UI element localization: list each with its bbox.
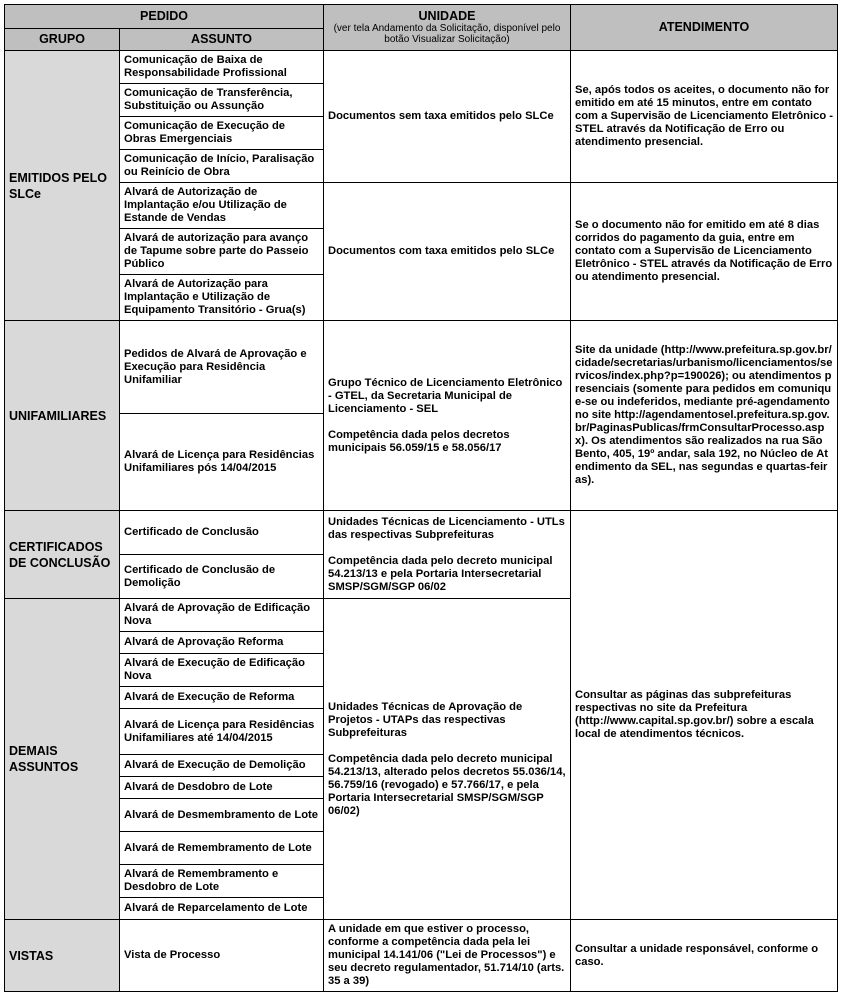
assunto-cell: Alvará de Execução de Edificação Nova [120, 654, 324, 687]
assunto-cell: Alvará de Aprovação de Edificação Nova [120, 599, 324, 632]
assunto-cell: Alvará de Desdobro de Lote [120, 777, 324, 799]
atendimento-cell: Site da unidade (http://www.prefeitura.sp.gov.br/cidade/secretarias/urbanismo/licenciamentos/servicos/index.php?p=190026); ou atendimentos presenciais (somente para pedidos em comunique-se ou indeferidos, mediante pré-agendamento no site http://agendamentosel.prefeitura.sp.gov.br/PaginasPublicas/frmConsultarProcesso.aspx). Os atendimentos são realizados na rua São Bento, 405, 19º andar, sala 192, no Núcleo de Atendimento da SEL, nas segundas e quartas-feiras). [571, 321, 838, 511]
assunto-cell: Alvará de Desmembramento de Lote [120, 799, 324, 832]
group-emitidos: EMITIDOS PELO SLCe [5, 51, 120, 321]
document [4, 4, 838, 992]
assunto-cell: Alvará de Licença para Residências Unifamiliares pós 14/04/2015 [120, 414, 324, 511]
header-atendimento: ATENDIMENTO [571, 5, 838, 51]
unidade-competencia: Competência dada pelo decreto municipal 54.213/13, alterado pelos decretos 55.036/14, 56.759/16 (revogado) e 57.766/17, e pela Portaria Intersecretarial SMSP/SGM/SGP 06/02) [328, 752, 566, 817]
assunto-cell: Pedidos de Alvará de Aprovação e Execução para Residência Unifamiliar [120, 321, 324, 414]
assunto-cell: Alvará de Execução de Demolição [120, 755, 324, 777]
assunto-cell: Alvará de Licença para Residências Unifamiliares até 14/04/2015 [120, 709, 324, 755]
unidade-competencia: Competência dada pelos decretos municipais 56.059/15 e 58.056/17 [328, 428, 510, 454]
unidade-text: Unidades Técnicas de Licenciamento - UTLs das respectivas Subprefeituras [328, 515, 565, 541]
header-pedido: PEDIDO [5, 5, 324, 29]
header-grupo: GRUPO [5, 29, 120, 51]
assunto-cell: Alvará de Remembramento e Desdobro de Lote [120, 865, 324, 898]
atendimento-cell: Consultar as páginas das subprefeituras respectivas no site da Prefeitura (http://www.capital.sp.gov.br/) sobre a escala local de atendimentos técnicos. [571, 511, 838, 920]
assunto-cell: Alvará de Aprovação Reforma [120, 632, 324, 654]
assunto-cell: Alvará de Execução de Reforma [120, 687, 324, 709]
assunto-cell: Comunicação de Transferência, Substituição ou Assunção [120, 84, 324, 117]
assunto-cell: Alvará de Autorização para Implantação e Utilização de Equipamento Transitório - Grua(s) [120, 275, 324, 321]
assunto-cell: Certificado de Conclusão de Demolição [120, 555, 324, 599]
header-unidade [324, 5, 571, 51]
unidade-cell: Documentos sem taxa emitidos pelo SLCe [324, 51, 571, 183]
unidade-competencia: Competência dada pelo decreto municipal 54.213/13 e pela Portaria Intersecretarial SMSP/SGM/SGP 06/02 [328, 554, 553, 593]
unidade-cell [324, 321, 571, 511]
unidade-cell [324, 511, 571, 599]
header-assunto: ASSUNTO [120, 29, 324, 51]
assunto-cell: Alvará de Autorização de Implantação e/ou Utilização de Estande de Vendas [120, 183, 324, 229]
assunto-cell: Comunicação de Baixa de Responsabilidade Profissional [120, 51, 324, 84]
group-demais: DEMAIS ASSUNTOS [5, 599, 120, 920]
assunto-cell: Vista de Processo [120, 920, 324, 992]
assunto-cell: Alvará de autorização para avanço de Tapume sobre parte do Passeio Público [120, 229, 324, 275]
group-vistas: VISTAS [5, 920, 120, 992]
unidade-text: Grupo Técnico de Licenciamento Eletrônico - GTEL, da Secretaria Municipal de Licenciamento - SEL [328, 376, 563, 415]
competence-table [4, 4, 838, 992]
unidade-cell: A unidade em que estiver o processo, conforme a competência dada pela lei municipal 14.141/06 ("Lei de Processos") e seu decreto regulamentador, 51.714/10 (arts. 35 a 39) [324, 920, 571, 992]
atendimento-cell: Consultar a unidade responsável, conforme o caso. [571, 920, 838, 992]
assunto-cell: Comunicação de Início, Paralisação ou Reinício de Obra [120, 150, 324, 183]
header-unidade-note: (ver tela Andamento da Solicitação, disponível pelo botão Visualizar Solicitação) [333, 23, 561, 45]
unidade-cell [324, 599, 571, 920]
atendimento-cell: Se o documento não for emitido em até 8 dias corridos do pagamento da guia, entre em contato com a Supervisão de Licenciamento Eletrônico - STEL através da Notificação de Erro ou atendimento presencial. [571, 183, 838, 321]
assunto-cell: Alvará de Reparcelamento de Lote [120, 898, 324, 920]
assunto-cell: Alvará de Remembramento de Lote [120, 832, 324, 865]
group-unifamiliares: UNIFAMILIARES [5, 321, 120, 511]
unidade-text: Unidades Técnicas de Aprovação de Projetos - UTAPs das respectivas Subprefeituras [328, 700, 523, 739]
atendimento-cell: Se, após todos os aceites, o documento não for emitido em até 15 minutos, entre em contato com a Supervisão de Licenciamento Eletrônico - STEL através da Notificação de Erro ou atendimento presencial. [571, 51, 838, 183]
group-certificados: CERTIFICADOS DE CONCLUSÃO [5, 511, 120, 599]
header-unidade-title: UNIDADE [418, 9, 476, 23]
unidade-cell: Documentos com taxa emitidos pelo SLCe [324, 183, 571, 321]
assunto-cell: Comunicação de Execução de Obras Emergenciais [120, 117, 324, 150]
assunto-cell: Certificado de Conclusão [120, 511, 324, 555]
